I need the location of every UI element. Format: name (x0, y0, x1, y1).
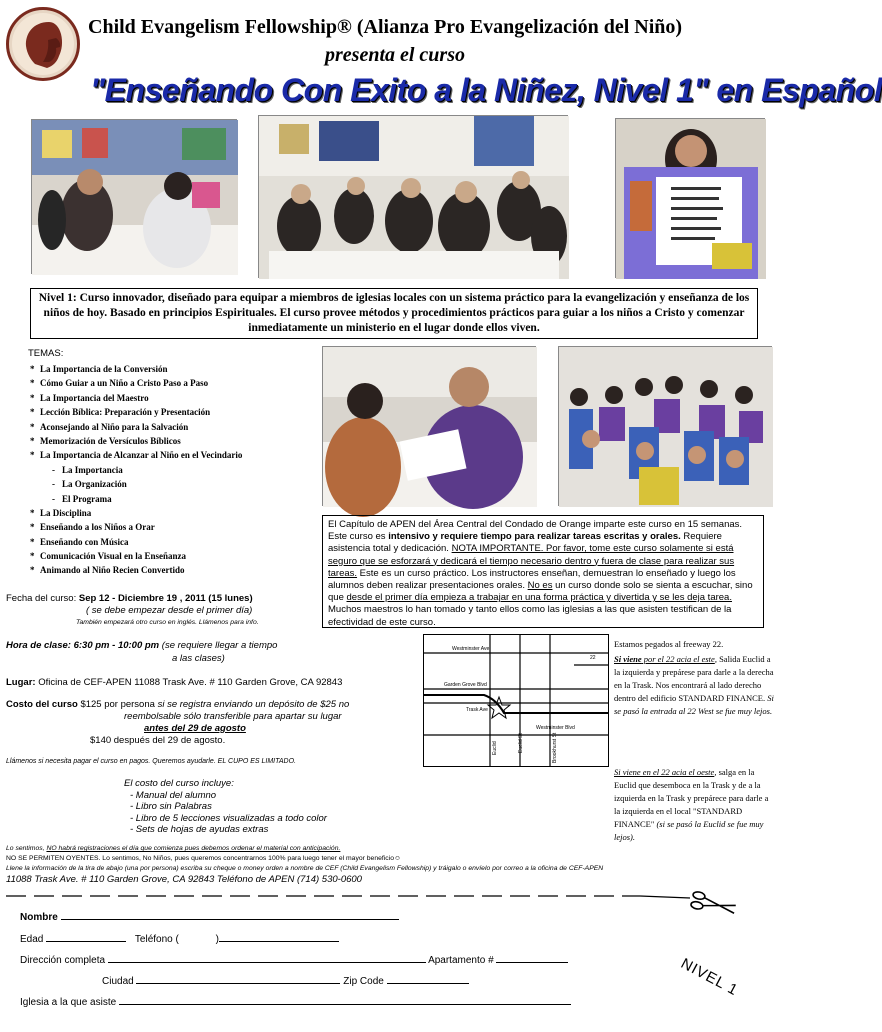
direccion-field[interactable] (108, 952, 426, 963)
list-item: * Comunicación Visual en la Enseñanza (30, 551, 187, 562)
no-listeners-note: NO SE PERMITEN OYENTES. Lo sentimos, No Niños, pues queremos concentrarnos 100% para luego tener el mayor beneficio☺ (6, 855, 401, 862)
no-registration-note: Lo sentimos, NO habrá registraciones el día que comienza pues debemos ordenar el material con anticipación. (6, 845, 341, 852)
telefono-field[interactable] (219, 931, 339, 942)
list-item: * Animando al Niño Recien Convertido (30, 565, 185, 576)
ciudad-field[interactable] (136, 973, 340, 984)
cut-line (0, 884, 790, 908)
map-label: Garden Grove Blvd (444, 682, 487, 688)
list-item: - Libro sin Palabras (130, 801, 212, 812)
list-item: * Memorización de Versículos Bíblicos (30, 435, 181, 446)
list-subitem: - La Organización (52, 479, 127, 490)
list-item: * Lección Bíblica: Preparación y Presentación (30, 407, 211, 418)
nombre-label: Nombre (20, 912, 58, 923)
costo-deadline: antes del 29 de agosto (144, 723, 246, 734)
list-subitem: - El Programa (52, 493, 112, 504)
classroom-photo-2 (258, 115, 568, 278)
org-title: Child Evangelism Fellowship® (Alianza Pro Evangelización del Niño) (88, 16, 683, 38)
hora-note-2: a las clases) (172, 653, 225, 664)
fecha-note: ( se debe empezar desde el primer día) (86, 605, 253, 616)
list-item: * Cómo Guiar a un Niño a Cristo Paso a Paso (30, 378, 209, 389)
list-item: * La Importancia del Maestro (30, 392, 149, 403)
map-label: Trask Ave (466, 707, 488, 713)
costo-after: $140 después del 29 de agosto. (90, 735, 226, 746)
nivel-stamp: NIVEL 1 (678, 955, 742, 1000)
list-item: - Sets de hojas de ayudas extras (130, 824, 269, 835)
form-row-edad: Edad Teléfono ( ) (20, 931, 339, 945)
iglesia-label: Iglesia a la que asiste (20, 997, 117, 1008)
edad-field[interactable] (46, 931, 126, 942)
includes-title: El costo del curso incluye: (124, 778, 234, 789)
iglesia-field[interactable] (119, 994, 571, 1005)
map-label: Euclid (492, 741, 498, 755)
poster-photo (615, 118, 765, 278)
form-row-iglesia (20, 994, 571, 1008)
list-item: - Manual del alumno (130, 789, 217, 801)
payment-instructions: Llene la información de la tira de abajo (una por persona) escriba su cheque o money orden a nombre de CEF (Child Evangelism Fellowship) y tráigalo o envíelo por correo a la oficina de CEF-APEN (6, 865, 604, 872)
includes-list (124, 778, 327, 836)
direccion-label: Dirección completa (20, 955, 106, 966)
course-description: Nivel 1: Curso innovador, diseñado para equipar a miembros de iglesias locales con un sistema práctico para la evangelización y enseñanza de los niños de hoy. Basado en principios Espirituales. El curso provee métodos y procedimientos prácticos para guiar a los niños a Cristo y comenzar inmediatamente un ministerio en el lugar donde ellos viven. (30, 288, 758, 339)
directions-intro: Estamos pegados al freeway 22. (614, 639, 724, 649)
office-address: 11088 Trask Ave. # 110 Garden Grove, CA 92843 Teléfono de APEN (714) 530-0600 (6, 874, 362, 885)
lugar-line: Lugar: Oficina de CEF-APEN 11088 Trask Ave. # 110 Garden Grove, CA 92843 (6, 677, 343, 688)
map-label: Westminster Ave (452, 646, 490, 652)
map-label: Euclid St (518, 733, 524, 753)
course-title: "Enseñando Con Exito a la Niñez, Nivel 1" en Español (90, 72, 882, 108)
list-item: * La Disciplina (30, 507, 92, 518)
directions-west: Si viene en el 22 acia el oeste, salga en la Euclid que desemboca en la Trask y de a la izquierda en la Trask y prepárece para darle a la izquierda en el local "STANDARD FINANCE" (si se pasó la Euclid se fue muy lejos). (614, 767, 769, 842)
map-label: Westminster Blvd (536, 725, 575, 731)
form-row-nombre (20, 909, 399, 923)
edad-label: Edad (20, 934, 44, 945)
course-info-box: El Capítulo de APEN del Área Central del Condado de Orange imparte este curso en 15 semanas. Este curso es intensivo y requiere tiempo para realizar tareas escritas y orales. Requiere asistencia total y dedicación. NOTA IMPORTANTE. Por favor, tome este curso solamente si está seguro que se esforzará y dedicará el tiempo necesario dentro y fuera de clase para realizar sus tareas. Este es un curso práctico. Los instructores enseñan, demuestran lo enseñado y luego los alumnos deben realizar presentaciones orales. No es un curso donde solo se sienta a escuchar, sino que desde el primer día empieza a trabajar en una forma práctica y divertida y se les deja tarea. Muchos maestros lo han tomado y tanto ellos como las iglesias a las que asisten testifican de la efectividad de este curso. (322, 515, 764, 628)
temas-label: TEMAS: (28, 348, 64, 359)
directions-east: Si viene por el 22 acia el este, Salida Euclid a la izquierda y prepárese para darle a la derecha en la Trask. Nos encontrará al lado derecho dentro del edificio STANDARD FINANCE. Si se pasó la entrada al 22 West se fue muy lejos. (614, 654, 774, 716)
list-item: * La Importancia de Alcanzar al Niño en el Vecindario (30, 450, 243, 461)
zip-label: Zip Code (343, 976, 384, 987)
students-photo (322, 346, 536, 506)
form-row-ciudad (102, 973, 469, 987)
hora-line: Hora de clase: 6:30 pm - 10:00 pm (se requiere llegar a tiempo (6, 640, 278, 651)
list-item: * Enseñando con Música (30, 536, 129, 547)
zip-field[interactable] (387, 973, 469, 984)
fecha-small: También empezará otro curso en inglés. Llámenos para info. (76, 619, 259, 626)
telefono-label: Teléfono ( (134, 934, 179, 945)
topics-list (30, 362, 320, 578)
list-subitem: - La Importancia (52, 464, 123, 475)
costo-line: Costo del curso $125 por persona si se registra enviando un depósito de $25 no (6, 699, 350, 710)
payment-help-note: Llámenos si necesita pagar el curso en pagos. Queremos ayudarle. EL CUPO ES LIMITADO. (6, 758, 296, 765)
presents-subtitle: presenta el curso (325, 44, 465, 66)
scissors-icon (690, 891, 737, 917)
ciudad-label: Ciudad (102, 976, 134, 987)
list-item: * La Importancia de la Conversión (30, 364, 168, 374)
list-item: * Enseñando a los Niños a Orar (30, 522, 155, 533)
list-item: - Libro de 5 lecciones visualizadas a todo color (130, 812, 327, 824)
map-label: Brookhurst St (552, 732, 558, 763)
apartamento-field[interactable] (496, 952, 568, 963)
fecha-line: Fecha del curso: Sep 12 - Diciembre 19 , 2011 (15 lunes) (6, 593, 253, 604)
location-star-icon (488, 697, 510, 718)
classroom-photo-1 (31, 119, 237, 274)
map-label: 22 (590, 655, 596, 661)
nombre-field[interactable] (61, 909, 399, 920)
apartamento-label: Apartamento # (428, 955, 494, 966)
costo-note-2: reembolsable sólo transferible para apartar su lugar (124, 711, 342, 722)
form-row-direccion (20, 952, 568, 966)
list-item: * Aconsejando al Niño para la Salvación (30, 421, 189, 432)
group-photo (558, 346, 772, 506)
location-map (423, 634, 609, 767)
